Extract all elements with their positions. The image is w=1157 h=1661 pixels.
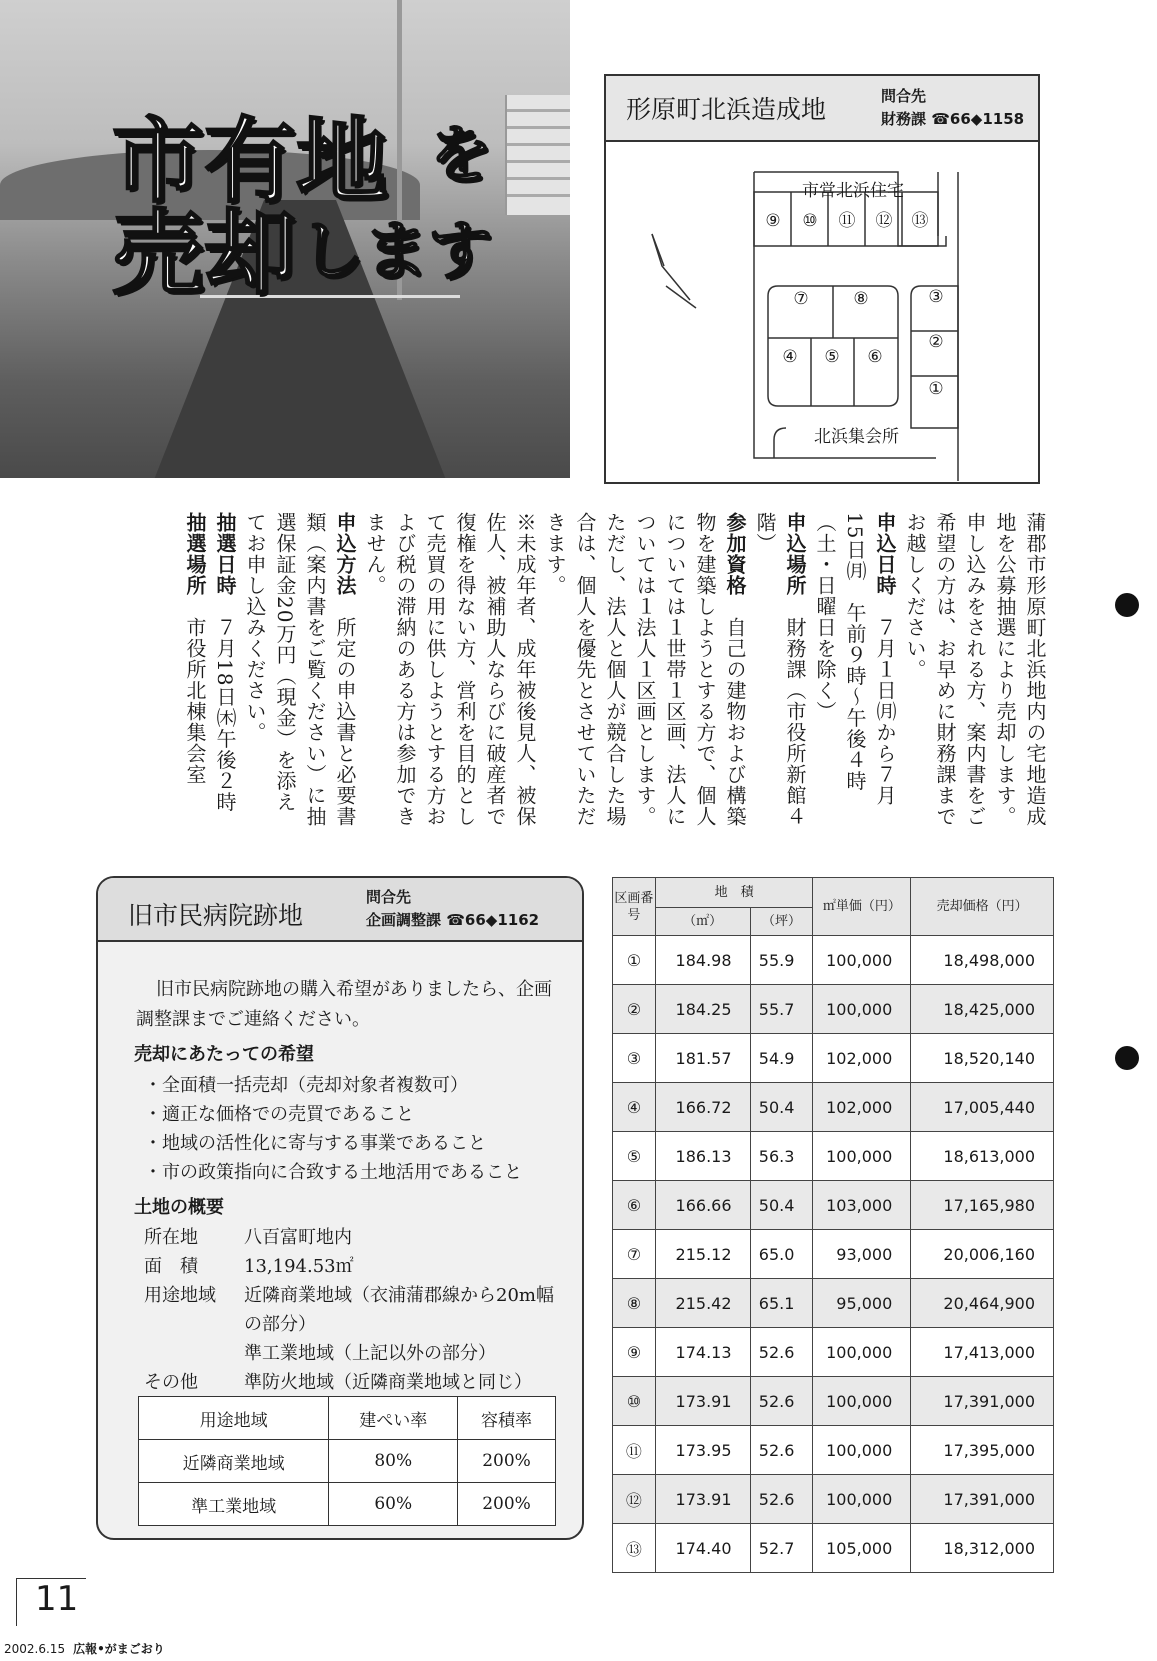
price-row	[613, 1083, 1054, 1132]
price-cell: 65.0	[750, 1230, 813, 1279]
price-cell: 17,391,000	[911, 1377, 1054, 1426]
price-cell: 186.13	[655, 1132, 750, 1181]
price-cell: 184.98	[655, 936, 750, 985]
map-lot-7: ⑦	[793, 289, 809, 309]
map-lot-9: ⑨	[765, 211, 781, 231]
price-table	[612, 877, 1054, 1573]
price-cell: 93,000	[813, 1230, 911, 1279]
apply-place-text: 財務課（市役所新館４階）	[753, 512, 807, 827]
price-cell: 18,425,000	[911, 985, 1054, 1034]
page-number: 11	[16, 1578, 86, 1626]
hero-title-line1-suffix: を	[430, 118, 493, 191]
zoning-value-3: 準工業地域（上記以外の部分）	[244, 1343, 496, 1364]
price-cell: 100,000	[813, 1475, 911, 1524]
price-cell: 100,000	[813, 1377, 911, 1426]
hero-title-line2: 売却	[112, 199, 297, 307]
contact-label: 問合先	[366, 888, 412, 906]
footer	[4, 1640, 165, 1657]
area-value: 13,194.53㎡	[244, 1256, 354, 1277]
price-cell: ⑪	[613, 1426, 656, 1475]
wish-item: ・全面積一括売却（売却対象者複数可）	[144, 1075, 468, 1096]
zoning-cell: 200%	[458, 1440, 556, 1483]
price-cell: 17,395,000	[911, 1426, 1054, 1475]
price-cell: 174.40	[655, 1524, 750, 1573]
margin-dot	[1115, 593, 1139, 617]
lot-number-header: 区画番号	[613, 878, 656, 936]
price-cell: ③	[613, 1034, 656, 1083]
price-cell: 52.6	[750, 1328, 813, 1377]
price-cell: 52.6	[750, 1426, 813, 1475]
price-row	[613, 1279, 1054, 1328]
zoning-cell: 80%	[329, 1440, 458, 1483]
location-value: 八百富町地内	[244, 1227, 352, 1248]
land-heading: 土地の概要	[134, 1197, 224, 1218]
price-cell: 102,000	[813, 1034, 911, 1083]
wish-item: ・地域の活性化に寄与する事業であること	[144, 1133, 486, 1154]
zoning-cell: 近隣商業地域	[139, 1440, 329, 1483]
price-cell: 184.25	[655, 985, 750, 1034]
price-cell: ⑤	[613, 1132, 656, 1181]
price-cell: 17,005,440	[911, 1083, 1054, 1132]
price-cell: 166.66	[655, 1181, 750, 1230]
price-row	[613, 985, 1054, 1034]
price-cell: 20,464,900	[911, 1279, 1054, 1328]
price-cell: 100,000	[813, 1132, 911, 1181]
price-row	[613, 1230, 1054, 1279]
qualification-heading: 参加資格	[723, 512, 747, 596]
price-row	[613, 936, 1054, 985]
area-header: 地 積	[655, 878, 813, 908]
zoning-cell: 200%	[458, 1483, 556, 1526]
price-cell: 173.91	[655, 1377, 750, 1426]
price-cell: 174.13	[655, 1328, 750, 1377]
area-key: 面 積	[144, 1256, 198, 1277]
zoning-cell: 60%	[329, 1483, 458, 1526]
price-cell: ⑧	[613, 1279, 656, 1328]
other-value: 準防火地域（近隣商業地域と同じ）	[244, 1372, 532, 1393]
price-cell: ①	[613, 936, 656, 985]
hero-title-line1: 市有地	[112, 107, 389, 215]
price-cell: 52.6	[750, 1377, 813, 1426]
map-label-hall: 北浜集会所	[814, 427, 899, 447]
price-cell: 18,613,000	[911, 1132, 1054, 1181]
price-cell: 95,000	[813, 1279, 911, 1328]
price-cell: 173.91	[655, 1475, 750, 1524]
price-cell: ②	[613, 985, 656, 1034]
map-lot-6: ⑥	[867, 347, 883, 367]
zoning-value-1: 近隣商業地域（衣浦蒲郡線から20m幅	[244, 1285, 554, 1306]
price-cell: 215.42	[655, 1279, 750, 1328]
apply-place-heading: 申込場所	[783, 512, 807, 596]
contact-info: 財務課 ☎66◆1158	[881, 110, 1025, 128]
hospital-site-box	[96, 876, 584, 1540]
price-row	[613, 1475, 1054, 1524]
map-lot-12: ⑫	[875, 211, 893, 231]
zoning-cell: 準工業地域	[139, 1483, 329, 1526]
price-cell: ⑦	[613, 1230, 656, 1279]
zoning-col-header: 容積率	[458, 1397, 556, 1440]
issue-date: 2002.6.15	[4, 1642, 66, 1656]
price-cell: 17,391,000	[911, 1475, 1054, 1524]
wish-heading: 売却にあたっての希望	[134, 1044, 314, 1065]
price-cell: 56.3	[750, 1132, 813, 1181]
price-cell: ⑥	[613, 1181, 656, 1230]
price-cell: 215.12	[655, 1230, 750, 1279]
price-row	[613, 1181, 1054, 1230]
price-cell: 105,000	[813, 1524, 911, 1573]
wish-item: ・市の政策指向に合致する土地活用であること	[144, 1162, 522, 1183]
map-lot-11: ⑪	[838, 211, 856, 231]
exclusion-note: ※未成年者、成年被後見人、被保佐人、被補助人ならびに破産者で復権を得ない方、営利を目的として売買の用に供しようとする方および税の滞納のある方は参加できません。	[363, 512, 537, 827]
lottery-date-text: ７月18日㈭午後２時	[213, 617, 237, 813]
price-cell: 65.1	[750, 1279, 813, 1328]
contact-info: 企画調整課 ☎66◆1162	[366, 911, 540, 929]
price-cell: ⑩	[613, 1377, 656, 1426]
hero-title-line2-suffix: します	[300, 214, 492, 289]
margin-dot	[1115, 1046, 1139, 1070]
price-cell: ⑨	[613, 1328, 656, 1377]
price-cell: ④	[613, 1083, 656, 1132]
price-cell: 17,165,980	[911, 1181, 1054, 1230]
location-key: 所在地	[144, 1227, 198, 1248]
sale-announcement	[145, 512, 1050, 832]
price-row	[613, 1426, 1054, 1475]
lottery-place-text: 市役所北棟集会室	[183, 617, 207, 785]
price-cell: 20,006,160	[911, 1230, 1054, 1279]
hospital-intro-1: 旧市民病院跡地の購入希望がありましたら、企画	[156, 979, 552, 1000]
site-map-box	[604, 74, 1040, 484]
price-cell: 100,000	[813, 1426, 911, 1475]
apply-date-text: ７月１日㈪から７月15日㈪ 午前９時～午後４時（土・日曜日を除く）	[813, 512, 897, 806]
price-cell: 55.9	[750, 936, 813, 985]
map-label-housing: 市営北浜住宅	[802, 181, 904, 201]
price-row	[613, 1034, 1054, 1083]
sqm-header: （㎡）	[655, 908, 750, 936]
price-row	[613, 1328, 1054, 1377]
hospital-title: 旧市民病院跡地	[128, 901, 304, 930]
price-cell: 102,000	[813, 1083, 911, 1132]
zoning-row	[139, 1440, 556, 1483]
price-cell: 18,498,000	[911, 936, 1054, 985]
price-row	[613, 1524, 1054, 1573]
map-lot-2: ②	[928, 332, 944, 352]
price-cell: ⑫	[613, 1475, 656, 1524]
other-key: その他	[144, 1372, 198, 1393]
apply-method-text: 所定の申込書と必要書類（案内書をご覧ください）に抽選保証金20万円（現金）を添えてお申し込みください。	[243, 512, 357, 827]
price-cell: ⑬	[613, 1524, 656, 1573]
price-cell: 181.57	[655, 1034, 750, 1083]
zoning-key: 用途地域	[144, 1285, 216, 1306]
tsubo-header: （坪）	[750, 908, 813, 936]
apply-method-heading: 申込方法	[333, 512, 357, 596]
qualification-text: 自己の建物および構築物を建築しようとする方で、個人については１世帯１区画、法人については１法人１区画とします。ただし、法人と個人が競合した場合は、個人を優先とさせていただきます。	[543, 512, 747, 827]
zoning-col-header: 用途地域	[139, 1397, 329, 1440]
price-cell: 55.7	[750, 985, 813, 1034]
zoning-col-header: 建ぺい率	[329, 1397, 458, 1440]
publication-name: 広報•がまごおり	[73, 1642, 165, 1656]
intro-paragraph: 蒲郡市形原町北浜地内の宅地造成地を公募抽選により売却します。申し込みをされる方、案内書をご希望の方は、お早めに財務課までお越しください。	[903, 512, 1047, 827]
price-cell: 50.4	[750, 1083, 813, 1132]
contact-label: 問合先	[881, 87, 927, 105]
price-cell: 18,312,000	[911, 1524, 1054, 1573]
price-row	[613, 1132, 1054, 1181]
map-lot-10: ⑩	[802, 211, 818, 231]
unit-price-header: ㎡単価（円）	[813, 878, 911, 936]
map-lot-8: ⑧	[853, 289, 869, 309]
apply-date-heading: 申込日時	[873, 512, 897, 596]
map-lot-5: ⑤	[824, 347, 840, 367]
zoning-table	[138, 1396, 556, 1526]
price-cell: 173.95	[655, 1426, 750, 1475]
price-cell: 17,413,000	[911, 1328, 1054, 1377]
sale-price-header: 売却価格（円）	[911, 878, 1054, 936]
price-cell: 103,000	[813, 1181, 911, 1230]
price-cell: 166.72	[655, 1083, 750, 1132]
hospital-header	[98, 878, 582, 942]
map-lot-13: ⑬	[911, 211, 929, 231]
price-row	[613, 1377, 1054, 1426]
price-cell: 54.9	[750, 1034, 813, 1083]
price-cell: 100,000	[813, 985, 911, 1034]
price-cell: 100,000	[813, 1328, 911, 1377]
hospital-intro-2: 調整課までご連絡ください。	[136, 1009, 370, 1030]
map-lot-1: ①	[928, 379, 944, 399]
wish-item: ・適正な価格での売買であること	[144, 1104, 414, 1125]
lottery-date-heading: 抽選日時	[213, 512, 237, 596]
price-cell: 100,000	[813, 936, 911, 985]
hero-photo	[0, 0, 570, 478]
price-cell: 52.7	[750, 1524, 813, 1573]
zoning-row	[139, 1483, 556, 1526]
price-cell: 50.4	[750, 1181, 813, 1230]
zoning-value-2: の部分）	[244, 1314, 316, 1335]
lottery-place-heading: 抽選場所	[183, 512, 207, 596]
price-cell: 18,520,140	[911, 1034, 1054, 1083]
site-map-title: 形原町北浜造成地	[626, 95, 827, 124]
map-lot-4: ④	[782, 347, 798, 367]
price-cell: 52.6	[750, 1475, 813, 1524]
map-lot-3: ③	[928, 287, 944, 307]
